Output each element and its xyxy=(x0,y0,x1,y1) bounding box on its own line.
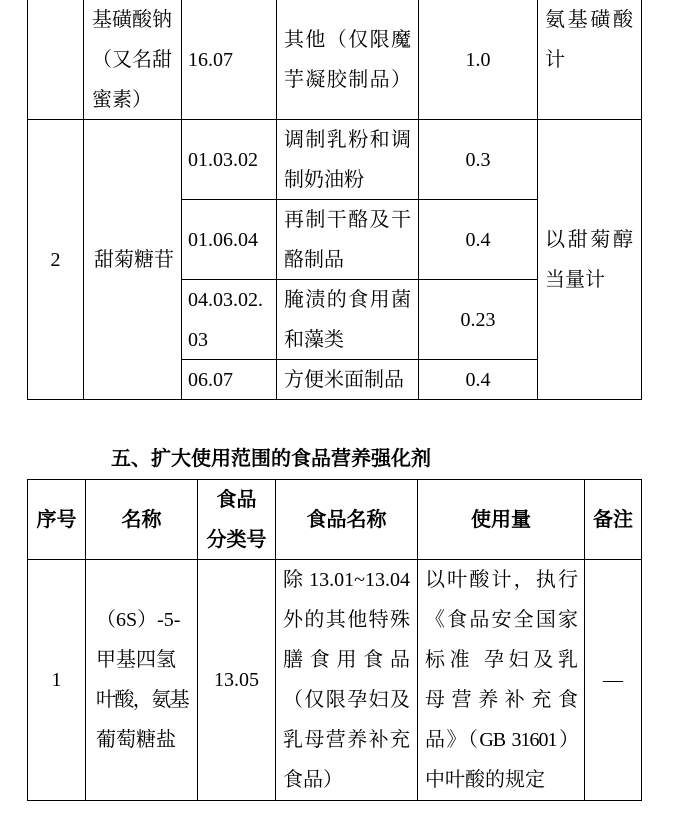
top-row-b-item-3-category-line-2: 03 xyxy=(188,328,208,351)
top-row-b-note-line-2: 当量计 xyxy=(545,268,605,291)
top-row-a-name-line-2: （又名甜 xyxy=(92,49,172,71)
top-row-b-item-3-food-line-1: 腌渍的食用菌 xyxy=(284,288,411,311)
top-row-a-name-line-3: 蜜素） xyxy=(92,89,152,111)
row-1-food-line-6: 食品） xyxy=(283,769,343,791)
top-row-a-amount-cell xyxy=(418,0,538,120)
top-row-a-note-line-2: 计 xyxy=(545,49,565,71)
row-1-food-cell xyxy=(275,559,418,801)
header-food-cell xyxy=(275,479,418,560)
top-row-b-item-3-amount: 0.23 xyxy=(460,308,496,331)
row-1-category: 13.05 xyxy=(214,669,259,691)
row-1-amount-line-1: 以叶酸计，执行 xyxy=(425,569,578,591)
row-1-name-line-4: 葡萄糖盐 xyxy=(96,729,176,751)
top-row-a-amount: 1.0 xyxy=(465,48,491,71)
header-index-cell xyxy=(27,479,86,560)
header-index: 序号 xyxy=(36,508,77,531)
top-row-b-item-4-category-cell xyxy=(181,359,277,400)
top-row-b-item-1-category: 01.03.02 xyxy=(188,148,258,171)
row-1-amount-line-5: 品》（GB 31601） xyxy=(425,729,578,751)
top-row-b-item-3-amount-cell xyxy=(418,279,538,360)
header-note: 备注 xyxy=(593,508,633,531)
row-1-food-line-1: 除 13.01~13.04 xyxy=(283,569,410,591)
top-row-b-item-4-amount-cell xyxy=(418,359,538,400)
top-row-a-name-cell xyxy=(83,0,182,120)
row-1-category-cell xyxy=(197,559,276,801)
row-1-amount-line-4: 母营养补充食 xyxy=(425,689,578,711)
header-category-line-2: 分类号 xyxy=(206,528,267,551)
row-1-name-cell xyxy=(85,559,198,801)
header-category-line-1: 食品 xyxy=(216,488,257,511)
top-row-b-item-3-food-cell xyxy=(276,279,419,360)
top-row-a-name-line-1: 基磺酸钠 xyxy=(92,9,172,31)
top-row-b-item-1-amount: 0.3 xyxy=(465,148,491,171)
top-row-b-item-2-food-line-1: 再制干酪及干 xyxy=(284,208,411,231)
row-1-food-line-5: 乳母营养补充 xyxy=(283,729,410,751)
top-row-b-item-4-amount: 0.4 xyxy=(465,368,491,391)
top-row-b-item-2-category: 01.06.04 xyxy=(188,228,258,251)
row-1-note-cell xyxy=(584,559,642,801)
top-row-b-item-3-category-line-1: 04.03.02. xyxy=(188,288,263,311)
row-1-amount-line-3: 标准 孕妇及乳 xyxy=(425,649,578,671)
row-1-name-line-2: 甲基四氢 xyxy=(96,649,176,671)
row-1-index: 1 xyxy=(51,669,62,691)
top-row-b-index-cell xyxy=(27,119,84,400)
row-1-name-line-1: （6S）-5- xyxy=(96,609,181,631)
row-1-note: — xyxy=(603,669,623,691)
row-1-food-line-4: （仅限孕妇及 xyxy=(283,689,410,711)
top-row-b-note-cell xyxy=(537,119,642,400)
top-row-b-item-2-food-cell xyxy=(276,199,419,280)
row-1-food-line-2: 外的其他特殊 xyxy=(283,609,410,631)
header-note-cell xyxy=(584,479,642,560)
top-row-b-item-2-category-cell xyxy=(181,199,277,280)
top-row-a-note-cell xyxy=(537,0,642,120)
top-row-b-item-4-category: 06.07 xyxy=(188,368,233,391)
top-row-b-item-2-amount-cell xyxy=(418,199,538,280)
top-row-b-item-2-food-line-2: 酪制品 xyxy=(284,248,344,271)
top-row-b-item-2-amount: 0.4 xyxy=(465,228,491,251)
top-row-a-food-line-2: 芋凝胶制品） xyxy=(284,68,411,91)
top-row-a-note-line-1: 氨基磺酸 xyxy=(545,9,633,31)
top-row-a-food-line-1: 其他（仅限魔 xyxy=(284,28,411,51)
top-row-b-item-4-food-cell xyxy=(276,359,419,400)
header-amount-cell xyxy=(417,479,585,560)
header-category-cell xyxy=(197,479,276,560)
top-row-a-category-cell xyxy=(181,0,277,120)
top-row-b-item-1-food-line-2: 制奶油粉 xyxy=(284,168,364,191)
row-1-index-cell xyxy=(27,559,86,801)
row-1-amount-line-6: 中叶酸的规定 xyxy=(425,769,545,791)
top-row-b-name-cell xyxy=(83,119,182,400)
top-row-b-item-3-food-line-2: 和藻类 xyxy=(284,328,344,351)
row-1-amount-line-2: 《食品安全国家 xyxy=(425,609,578,631)
header-name: 名称 xyxy=(121,508,162,531)
top-row-b-item-1-food-cell xyxy=(276,119,419,200)
top-row-b-note-line-1: 以甜菊醇 xyxy=(545,228,633,251)
top-row-b-index: 2 xyxy=(50,248,61,271)
top-row-b-item-1-food-line-1: 调制乳粉和调 xyxy=(284,128,411,151)
top-row-b-item-1-amount-cell xyxy=(418,119,538,200)
top-row-b-item-3-category-cell xyxy=(181,279,277,360)
top-row-b-item-4-food: 方便米面制品 xyxy=(284,368,404,391)
row-1-amount-cell xyxy=(417,559,585,801)
row-1-food-line-3: 膳食用食品 xyxy=(283,649,410,671)
header-food: 食品名称 xyxy=(306,508,387,531)
header-name-cell xyxy=(85,479,198,560)
header-amount: 使用量 xyxy=(471,508,531,531)
top-row-b-name: 甜菊糖苷 xyxy=(94,248,174,271)
row-1-name-line-3: 叶酸，氨基 xyxy=(96,689,188,711)
top-row-a-food-cell xyxy=(276,0,419,120)
top-row-b-item-1-category-cell xyxy=(181,119,277,200)
section-heading: 五、扩大使用范围的食品营养强化剂 xyxy=(111,446,431,470)
top-row-a-index-cell xyxy=(27,0,84,120)
top-row-a-category: 16.07 xyxy=(188,48,233,71)
